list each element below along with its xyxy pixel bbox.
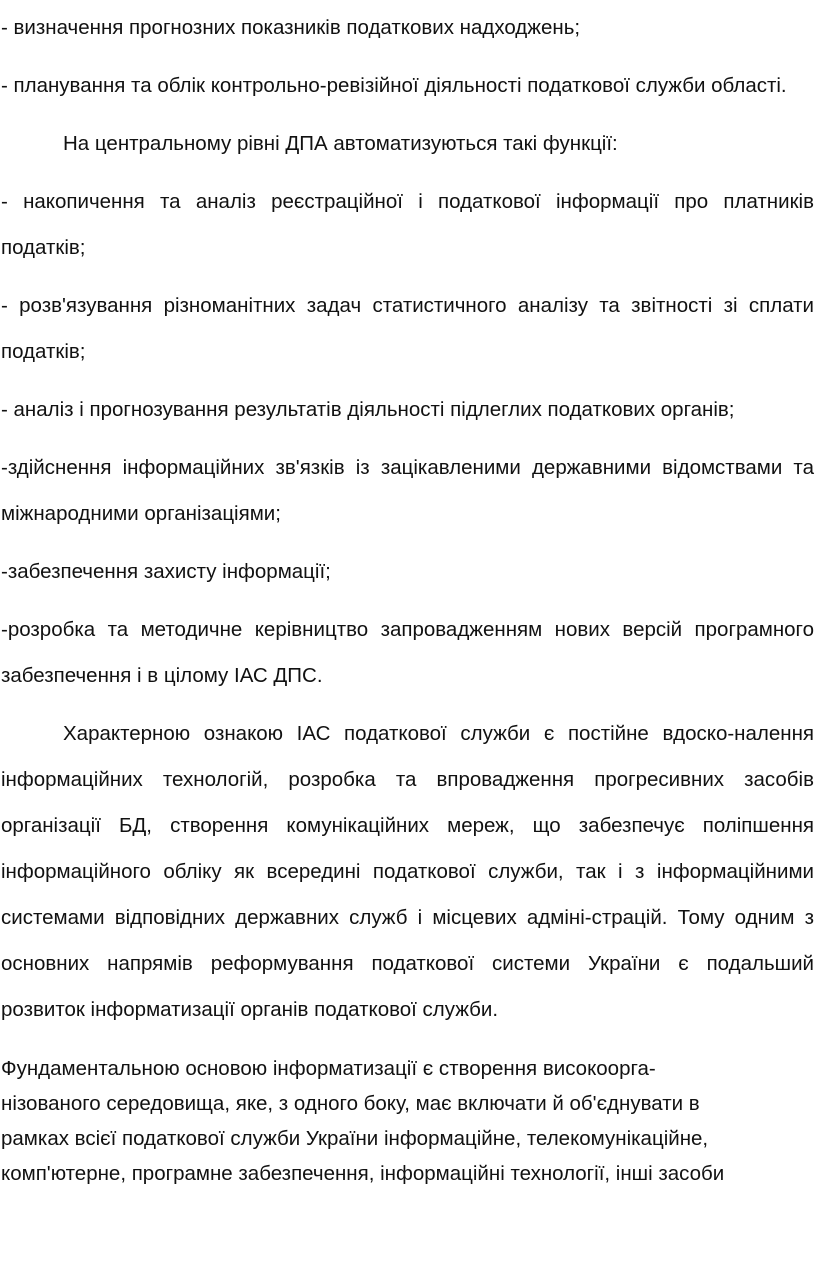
text-line: нізованого середовища, яке, з одного боку, має включати й об'єднувати в bbox=[1, 1092, 700, 1115]
paragraph-statistical-analysis: - розв'язування різноманітних задач статистичного аналізу та звітності зі сплати податків; bbox=[1, 294, 814, 363]
paragraph-forecast-indicators: - визначення прогнозних показників податкових надходжень; bbox=[1, 16, 581, 39]
text-line: комп'ютерне, програмне забезпечення, інформаційні технології, інші засоби bbox=[1, 1162, 725, 1185]
paragraph-informatization-foundation bbox=[1, 1051, 814, 1191]
paragraph-audit-planning: - планування та облік контрольно-ревізійної діяльності податкової служби області. bbox=[1, 74, 787, 97]
text-line: Фундаментальною основою інформатизації є створення високоорга- bbox=[1, 1057, 656, 1080]
paragraph-central-level-intro: На центральному рівні ДПА автоматизуються такі функції: bbox=[63, 132, 618, 155]
paragraph-information-links: -здійснення інформаційних зв'язків із зацікавленими державними відомствами та міжнародними організаціями; bbox=[1, 456, 814, 525]
paragraph-taxpayer-info: - накопичення та аналіз реєстраційної і податкової інформації про платників податків; bbox=[1, 190, 814, 259]
paragraph-forecasting-results: - аналіз і прогнозування результатів діяльності підлеглих податкових органів; bbox=[1, 398, 735, 421]
paragraph-software-development: -розробка та методичне керівництво запровадженням нових версій програмного забезпечення і в цілому ІАС ДПС. bbox=[1, 618, 814, 687]
paragraph-information-protection: -забезпечення захисту інформації; bbox=[1, 560, 331, 583]
paragraph-ias-characteristic: Характерною ознакою ІАС податкової служби є постійне вдоско-налення інформаційних технологій, розробка та впровадження прогресивних засобів організації БД, створення комунікаційних мереж, що забезпечує поліпшення інформаційного обліку як всередині податкової служби, так і з інформаційними системами відповідних державних служб і місцевих адміні-страцій. Тому одним з основних напрямів реформування податкової системи України є подальший розвиток інформатизації органів податкової служби. bbox=[1, 722, 814, 1021]
text-line: рамках всієї податкової служби України інформаційне, телекомунікаційне, bbox=[1, 1127, 709, 1150]
